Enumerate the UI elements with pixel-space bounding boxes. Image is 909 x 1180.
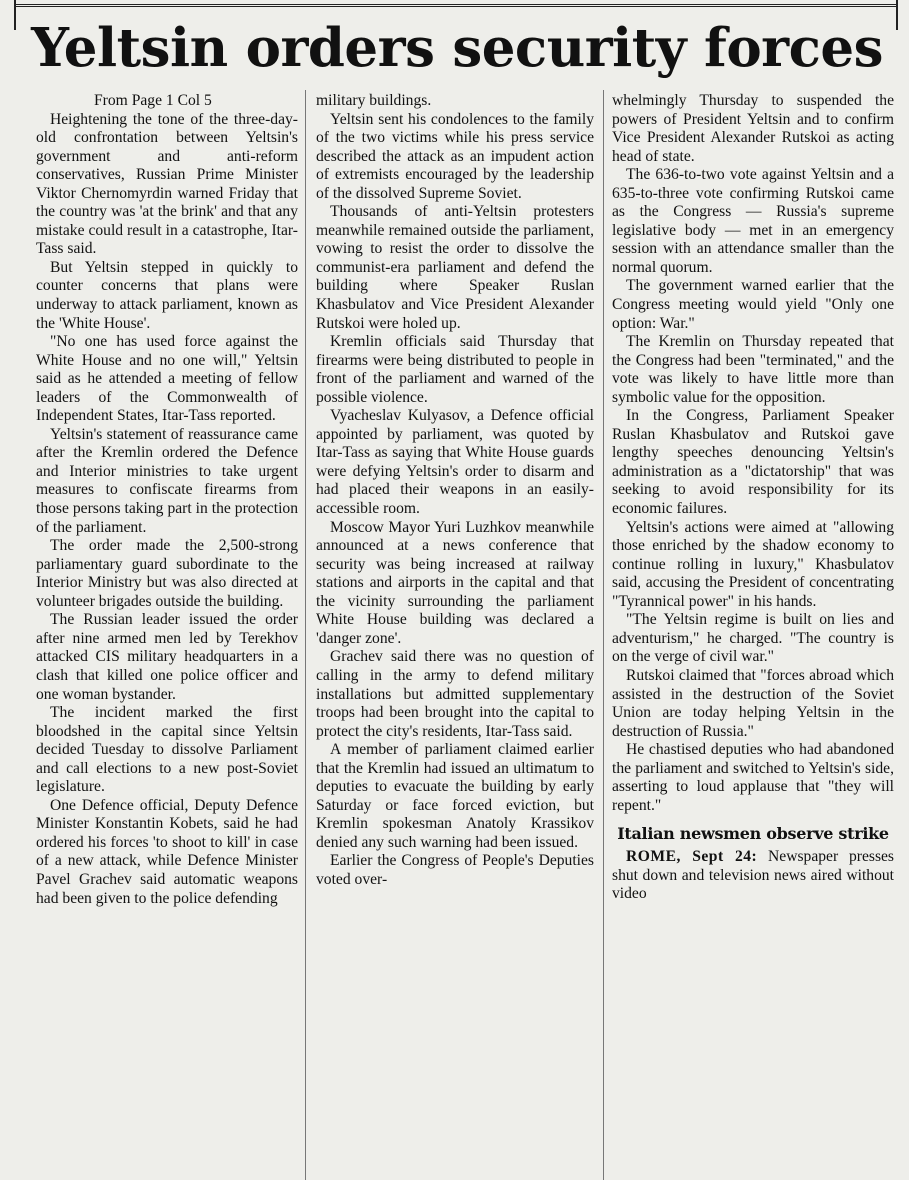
left-border-rule (14, 0, 16, 30)
paragraph: Heightening the tone of the three-day-old confrontation between Yeltsin's government and anti-reform conservatives, Russian Prime Minister Viktor Chernomyrdin warned Friday that the country was 'at the brink' and that any mistake could result in a catastrophe, Itar-Tass said. (36, 110, 298, 258)
paragraph: Earlier the Congress of People's Deputies voted over- (316, 852, 594, 888)
paragraph-continued: military buildings. (316, 92, 432, 109)
top-border-rule (14, 4, 898, 7)
article-column-1 (36, 92, 298, 1180)
paragraph-continued: whelmingly Thursday to suspended the powers of President Yeltsin and to confirm Vice President Alexander Rutskoi as acting head of state. (612, 92, 894, 165)
column-separator (305, 90, 306, 1180)
second-story-headline: Italian newsmen observe strike (617, 824, 889, 844)
article-column-2 (316, 92, 594, 1180)
second-story-text: Newspaper presses shut down and television news aired without video (612, 848, 894, 903)
paragraph: Thousands of anti-Yeltsin protesters meanwhile remained outside the parliament, vowing to resist the order to dissolve the communist-era parliament and defend the building where Speaker Ruslan Khasbulatov and Vice President Alexander Rutskoi were holed up. (316, 203, 594, 332)
paragraph: A member of parliament claimed earlier that the Kremlin had issued an ultimatum to deputies to evacuate the building by early Saturday or face forced eviction, but Kremlin spokesman Anatoly Krassikov denied any such warning had been issued. (316, 741, 594, 851)
paragraph: The order made the 2,500-strong parliamentary guard subordinate to the Interior Ministry but was also directed at volunteer brigades outside the building. (36, 537, 298, 610)
jump-line: From Page 1 Col 5 (94, 92, 212, 109)
paragraph: The Kremlin on Thursday repeated that the Congress had been "terminated," and the vote was likely to have little more than symbolic value for the opposition. (612, 333, 894, 406)
paragraph: Moscow Mayor Yuri Luzhkov meanwhile announced at a news conference that security was being increased at railway stations and airports in the capital and that the vicinity surrounding the parliament White House building was declared a 'danger zone'. (316, 518, 594, 647)
second-story-paragraph (612, 848, 894, 904)
paragraph: But Yeltsin stepped in quickly to counter concerns that plans were underway to attack parliament, known as the 'White House'. (36, 258, 298, 332)
paragraph: The Russian leader issued the order after nine armed men led by Terekhov attacked CIS military headquarters in a clash that killed one police officer and one woman bystander. (36, 611, 298, 703)
paragraph: Yeltsin's actions were aimed at "allowing those enriched by the shadow economy to continue rolling in luxury," Khasbulatov said, accusing the President of concentrating "Tyrannical power" in his hands. (612, 518, 894, 610)
paragraph: Vyacheslav Kulyasov, a Defence official appointed by parliament, was quoted by Itar-Tass as saying that White House guards were defying Yeltsin's order to disarm and had placed their weapons in an easily-accessible room. (316, 407, 594, 518)
paragraph: Yeltsin's statement of reassurance came after the Kremlin ordered the Defence and Interior ministries to take urgent measures to confiscate firearms from those persons taking part in the protection of the parliament. (36, 425, 298, 536)
paragraph: Grachev said there was no question of calling in the army to defend military installations but admitted supplementary troops had been brought into the capital to protect the city's residents, Itar-Tass said. (316, 648, 594, 740)
paragraph: Rutskoi claimed that "forces abroad which assisted in the destruction of the Soviet Union are today helping Yeltsin in the destruction of Russia." (612, 666, 894, 740)
headline: Yeltsin orders security forces (31, 17, 883, 79)
paragraph: One Defence official, Deputy Defence Minister Konstantin Kobets, said he had ordered his forces 'to shoot to kill' in case of a new attack, while Defence Minister Pavel Grachev said automatic weapons had been given to the police defending (36, 796, 298, 907)
paragraph: In the Congress, Parliament Speaker Ruslan Khasbulatov and Rutskoi gave lengthy speeches denouncing Yeltsin's administration as a "dictatorship" that was seeking to avoid responsibility for its economic failures. (612, 407, 894, 518)
right-border-rule (896, 0, 898, 30)
column-separator (603, 90, 604, 1180)
paragraph: "The Yeltsin regime is built on lies and adventurism," he charged. "The country is on the verge of civil war." (612, 611, 894, 666)
paragraph: "No one has used force against the White House and no one will," Yeltsin said as he attended a meeting of fellow leaders of the Commonwealth of Independent States, Itar-Tass reported. (36, 333, 298, 425)
paragraph: He chastised deputies who had abandoned the parliament and switched to Yeltsin's side, asserting to loud applause that "they will repent." (612, 741, 894, 814)
paragraph: Yeltsin sent his condolences to the family of the two victims while his press service described the attack as an impudent action of extremists encouraged by the leadership of the dissolved Supreme Soviet. (316, 110, 594, 202)
dateline: ROME, Sept 24: (626, 848, 758, 866)
paragraph: Kremlin officials said Thursday that firearms were being distributed to people in front of the parliament and warned of the possible violence. (316, 333, 594, 406)
paragraph: The 636-to-two vote against Yeltsin and a 635-to-three vote confirming Rutskoi came as the Congress — Russia's supreme legislative body — met in an emergency session with an attendance smaller than the normal quorum. (612, 166, 894, 276)
paragraph: The government warned earlier that the Congress meeting would yield "Only one option: War." (612, 277, 894, 332)
paragraph: The incident marked the first bloodshed in the capital since Yeltsin decided Tuesday to dissolve Parliament and call elections to a new post-Soviet legislature. (36, 704, 298, 796)
article-column-3 (612, 92, 894, 1180)
